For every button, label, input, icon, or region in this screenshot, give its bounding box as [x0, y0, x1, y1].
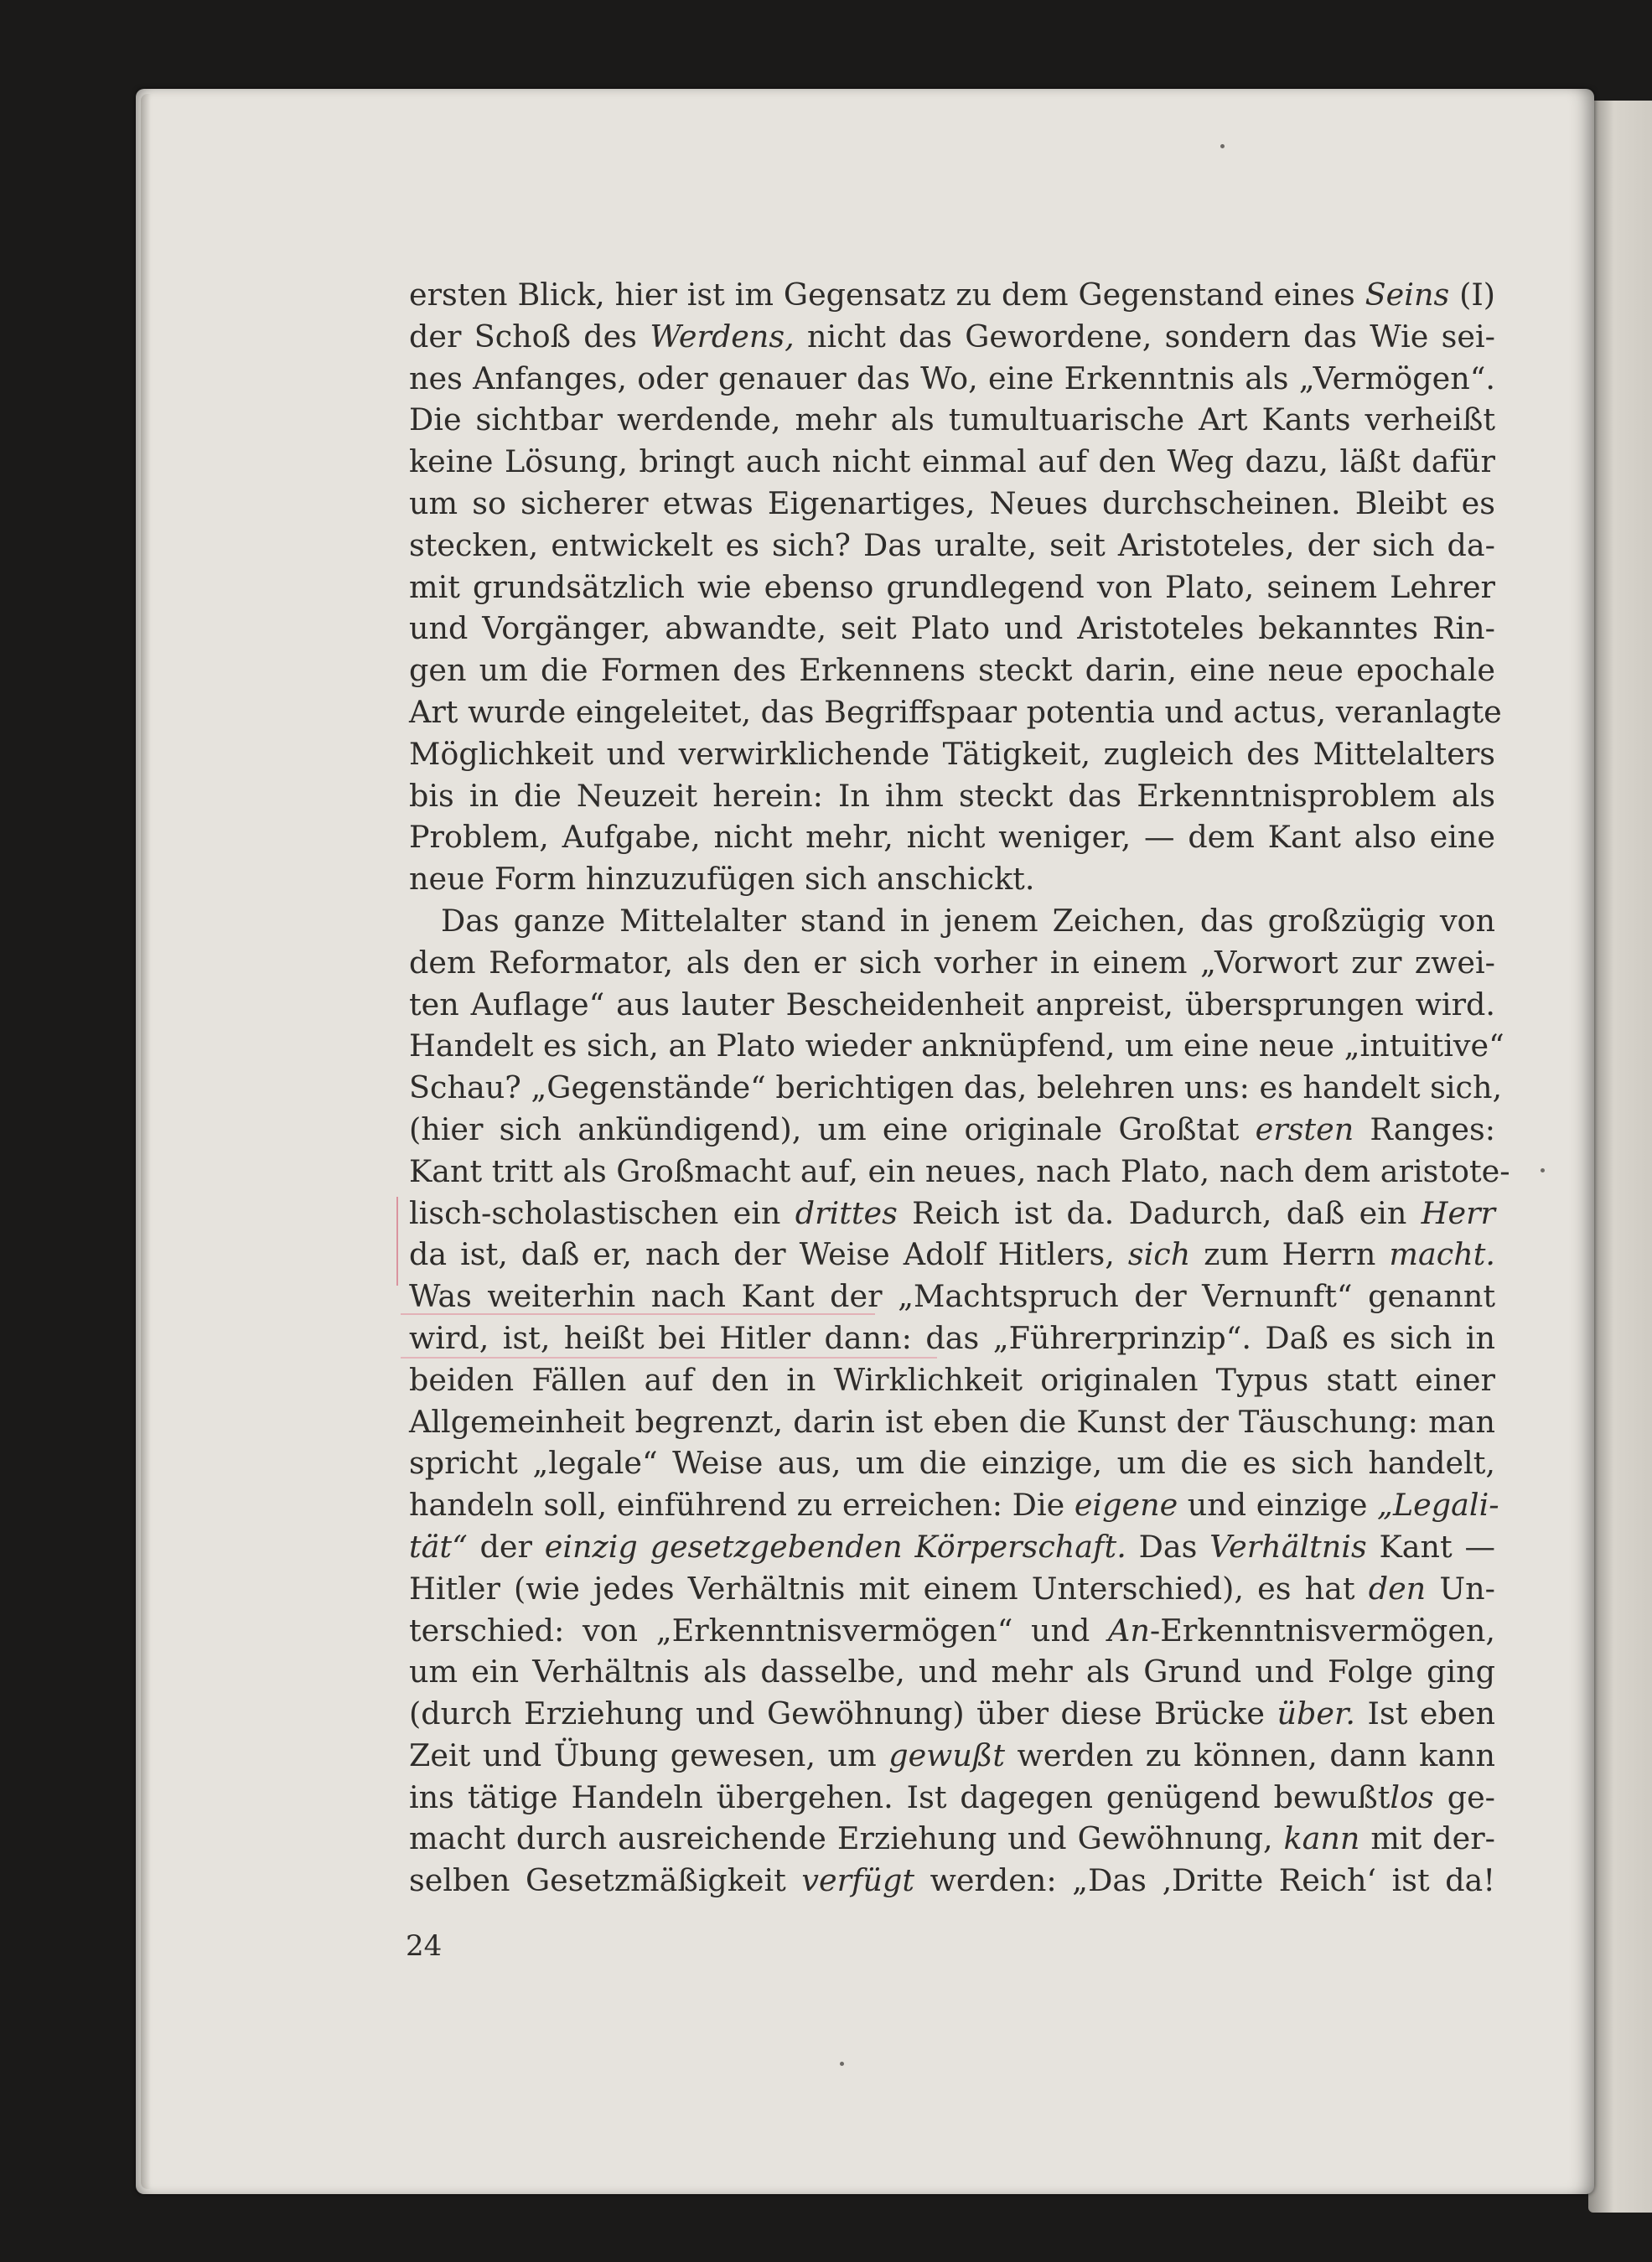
text-line — [409, 525, 1495, 567]
margin-pencil-mark — [396, 1197, 398, 1286]
text-line — [409, 942, 1495, 984]
italic-span: Werdens, — [650, 318, 795, 355]
text-span: Allgemeinheit begrenzt, darin ist eben die Kunst der Täuschung: man — [409, 1403, 1495, 1440]
text-line — [409, 1109, 1495, 1151]
text-line — [409, 816, 1495, 858]
text-span: und Vorgänger, abwandte, seit Plato und Aristoteles bekanntes Rin- — [409, 610, 1495, 647]
text-line — [409, 274, 1495, 316]
text-span: um ein Verhältnis als dasselbe, und mehr als Grund und Folge ging — [409, 1654, 1495, 1690]
text-span: ge- — [1433, 1778, 1495, 1815]
text-line — [409, 1526, 1495, 1568]
text-span: Reich ist da. Dadurch, daß ein — [897, 1194, 1422, 1231]
text-span: werden: „Das ‚Dritte Reich‘ ist da! — [914, 1862, 1495, 1899]
text-span: werden zu können, dann kann — [1004, 1737, 1495, 1773]
text-span: handeln soll, einführend zu erreichen: Die — [409, 1487, 1075, 1524]
text-line — [409, 650, 1495, 691]
text-line — [409, 441, 1495, 483]
text-span: Möglichkeit und verwirklichende Tätigkeit, zugleich des Mittelalters — [409, 735, 1495, 772]
italic-span: Seins — [1365, 277, 1450, 313]
text-line — [409, 483, 1495, 525]
text-span: Was weiterhin nach Kant der „Machtspruch der Vernunft“ genannt — [409, 1278, 1495, 1315]
text-line — [409, 1610, 1495, 1652]
text-span: ten Auflage“ aus lauter Bescheidenheit anpreist, übersprungen wird. — [409, 986, 1495, 1022]
italic-span: Herr — [1421, 1194, 1495, 1231]
text-line — [409, 1067, 1503, 1109]
text-line — [409, 608, 1495, 650]
text-span: Kant — — [1366, 1528, 1495, 1565]
text-line — [409, 1442, 1495, 1484]
text-span: dem Reformator, als den er sich vorher in einem „Vorwort zur zwei- — [409, 944, 1495, 981]
text-span: Ist eben — [1355, 1695, 1495, 1732]
text-span: (durch Erziehung und Gewöhnung) über diese Brücke — [409, 1695, 1277, 1732]
page-number: 24 — [406, 1929, 443, 1963]
text-span: zum Herrn — [1190, 1236, 1390, 1273]
italic-span: einzig gesetzgebenden Körperschaft. — [544, 1528, 1126, 1565]
text-span: selben Gesetzmäßigkeit — [409, 1862, 802, 1899]
text-line — [409, 1693, 1495, 1735]
italic-span: drittes — [795, 1194, 898, 1231]
text-span: Schau? „Gegenstände“ berichtigen das, belehren uns: es handelt sich, — [409, 1069, 1503, 1106]
text-line — [409, 1151, 1510, 1193]
text-span: nes Anfanges, oder genauer das Wo, eine Erkenntnis als „Vermögen“. — [409, 360, 1495, 396]
italic-span: verfügt — [801, 1862, 915, 1899]
text-span: der Schoß des — [409, 318, 650, 355]
text-span: ins tätige Handeln übergehen. Ist dagegen genügend bewußt — [409, 1778, 1390, 1815]
text-line — [409, 858, 1495, 900]
text-span: beiden Fällen auf den in Wirklichkeit originalen Typus statt einer — [409, 1361, 1495, 1398]
facing-page-edge — [1588, 101, 1652, 2213]
italic-span: Verhältnis — [1209, 1528, 1367, 1565]
paper-speck — [1220, 144, 1225, 148]
text-line — [409, 358, 1495, 400]
text-span: Kant tritt als Großmacht auf, ein neues, nach Plato, nach dem aristote- — [409, 1152, 1510, 1189]
text-line — [409, 1818, 1495, 1860]
text-span: da ist, daß er, nach der Weise Adolf Hitlers, — [409, 1236, 1128, 1273]
italic-span: kann — [1283, 1820, 1360, 1857]
italic-span: los — [1390, 1778, 1434, 1815]
italic-span: tät“ — [409, 1528, 468, 1565]
text-line — [409, 1276, 1495, 1317]
text-line — [409, 1651, 1495, 1693]
text-line — [409, 1568, 1495, 1610]
text-span: nicht das Gewordene, sondern das Wie sei- — [794, 318, 1496, 355]
text-span: mit der- — [1359, 1820, 1495, 1857]
text-line — [409, 1777, 1495, 1819]
text-line — [409, 1860, 1495, 1902]
text-span: (I) — [1449, 277, 1495, 313]
text-span: gen um die Formen des Erkennens steckt darin, eine neue epochale — [409, 652, 1495, 689]
text-line — [409, 1193, 1495, 1235]
text-span: (hier sich ankündigend), um eine originale Großtat — [409, 1110, 1256, 1147]
text-span: Handelt es sich, an Plato wieder anknüpfend, um eine neue „intuitive“ — [409, 1027, 1504, 1064]
italic-span: über. — [1277, 1695, 1356, 1732]
text-span: -Erkenntnisvermögen, — [1149, 1612, 1495, 1649]
text-line — [409, 567, 1495, 608]
text-span: spricht „legale“ Weise aus, um die einzige, um die es sich handelt, — [409, 1445, 1495, 1482]
page-gutter-shadow — [141, 94, 151, 2189]
italic-span: den — [1368, 1570, 1427, 1607]
text-span: Die sichtbar werdende, mehr als tumultuarische Art Kants verheißt — [409, 401, 1495, 438]
text-line — [409, 733, 1495, 775]
text-line — [409, 775, 1495, 817]
text-line — [409, 984, 1495, 1026]
text-span: ersten Blick, hier ist im Gegensatz zu dem Gegenstand eines — [409, 277, 1365, 313]
italic-span: sich — [1127, 1236, 1191, 1273]
text-line — [409, 1359, 1495, 1401]
text-span: Zeit und Übung gewesen, um — [409, 1737, 889, 1773]
text-span: bis in die Neuzeit herein: In ihm steckt das Erkenntnisproblem als — [409, 777, 1495, 814]
text-span: um so sicherer etwas Eigenartiges, Neues durchscheinen. Bleibt es — [409, 484, 1495, 521]
text-line — [409, 900, 1495, 942]
text-span: und einzige — [1178, 1487, 1378, 1524]
italic-span: ersten — [1255, 1110, 1354, 1147]
paper-speck — [840, 2062, 844, 2066]
text-span: lisch-scholastischen ein — [409, 1194, 795, 1231]
text-span: macht durch ausreichende Erziehung und Gewöhnung, — [409, 1820, 1284, 1857]
text-span: Das — [1126, 1528, 1210, 1565]
text-span: keine Lösung, bringt auch nicht einmal auf den Weg dazu, läßt dafür — [409, 443, 1495, 480]
text-span: Das ganze Mittelalter stand in jenem Zeichen, das großzügig von — [441, 902, 1495, 939]
italic-span: eigene — [1074, 1487, 1178, 1524]
text-span: Un- — [1426, 1570, 1495, 1607]
text-span: neue Form hinzuzufügen sich anschickt. — [409, 861, 1035, 898]
text-line — [409, 1735, 1495, 1777]
text-span: Ranges: — [1354, 1110, 1495, 1147]
text-line — [409, 399, 1495, 441]
italic-span: „Legali- — [1377, 1487, 1499, 1524]
text-span: terschied: von „Erkenntnisvermögen“ und — [409, 1612, 1109, 1649]
text-line — [409, 1025, 1504, 1067]
paper-speck — [1541, 1168, 1545, 1172]
text-span: der — [467, 1528, 545, 1565]
italic-span: An — [1108, 1612, 1150, 1649]
text-span: Problem, Aufgabe, nicht mehr, nicht weniger, — dem Kant also eine — [409, 819, 1495, 856]
text-span: Art wurde eingeleitet, das Begriffspaar potentia und actus, veranlagte — [409, 693, 1502, 730]
text-line — [409, 1401, 1495, 1443]
text-line — [409, 1484, 1499, 1526]
text-line — [409, 1234, 1495, 1276]
text-line — [409, 691, 1502, 733]
text-line — [409, 1317, 1495, 1359]
text-span: Hitler (wie jedes Verhältnis mit einem Unterschied), es hat — [409, 1570, 1369, 1607]
italic-span: gewußt — [888, 1737, 1005, 1773]
body-text — [409, 274, 1510, 1902]
text-span: stecken, entwickelt es sich? Das uralte, seit Aristoteles, der sich da- — [409, 526, 1495, 563]
text-span: mit grundsätzlich wie ebenso grundlegend von Plato, seinem Lehrer — [409, 568, 1495, 605]
text-span: wird, ist, heißt bei Hitler dann: das „Führerprinzip“. Daß es sich in — [409, 1319, 1495, 1356]
italic-span: macht. — [1389, 1236, 1495, 1273]
text-line — [409, 316, 1495, 358]
